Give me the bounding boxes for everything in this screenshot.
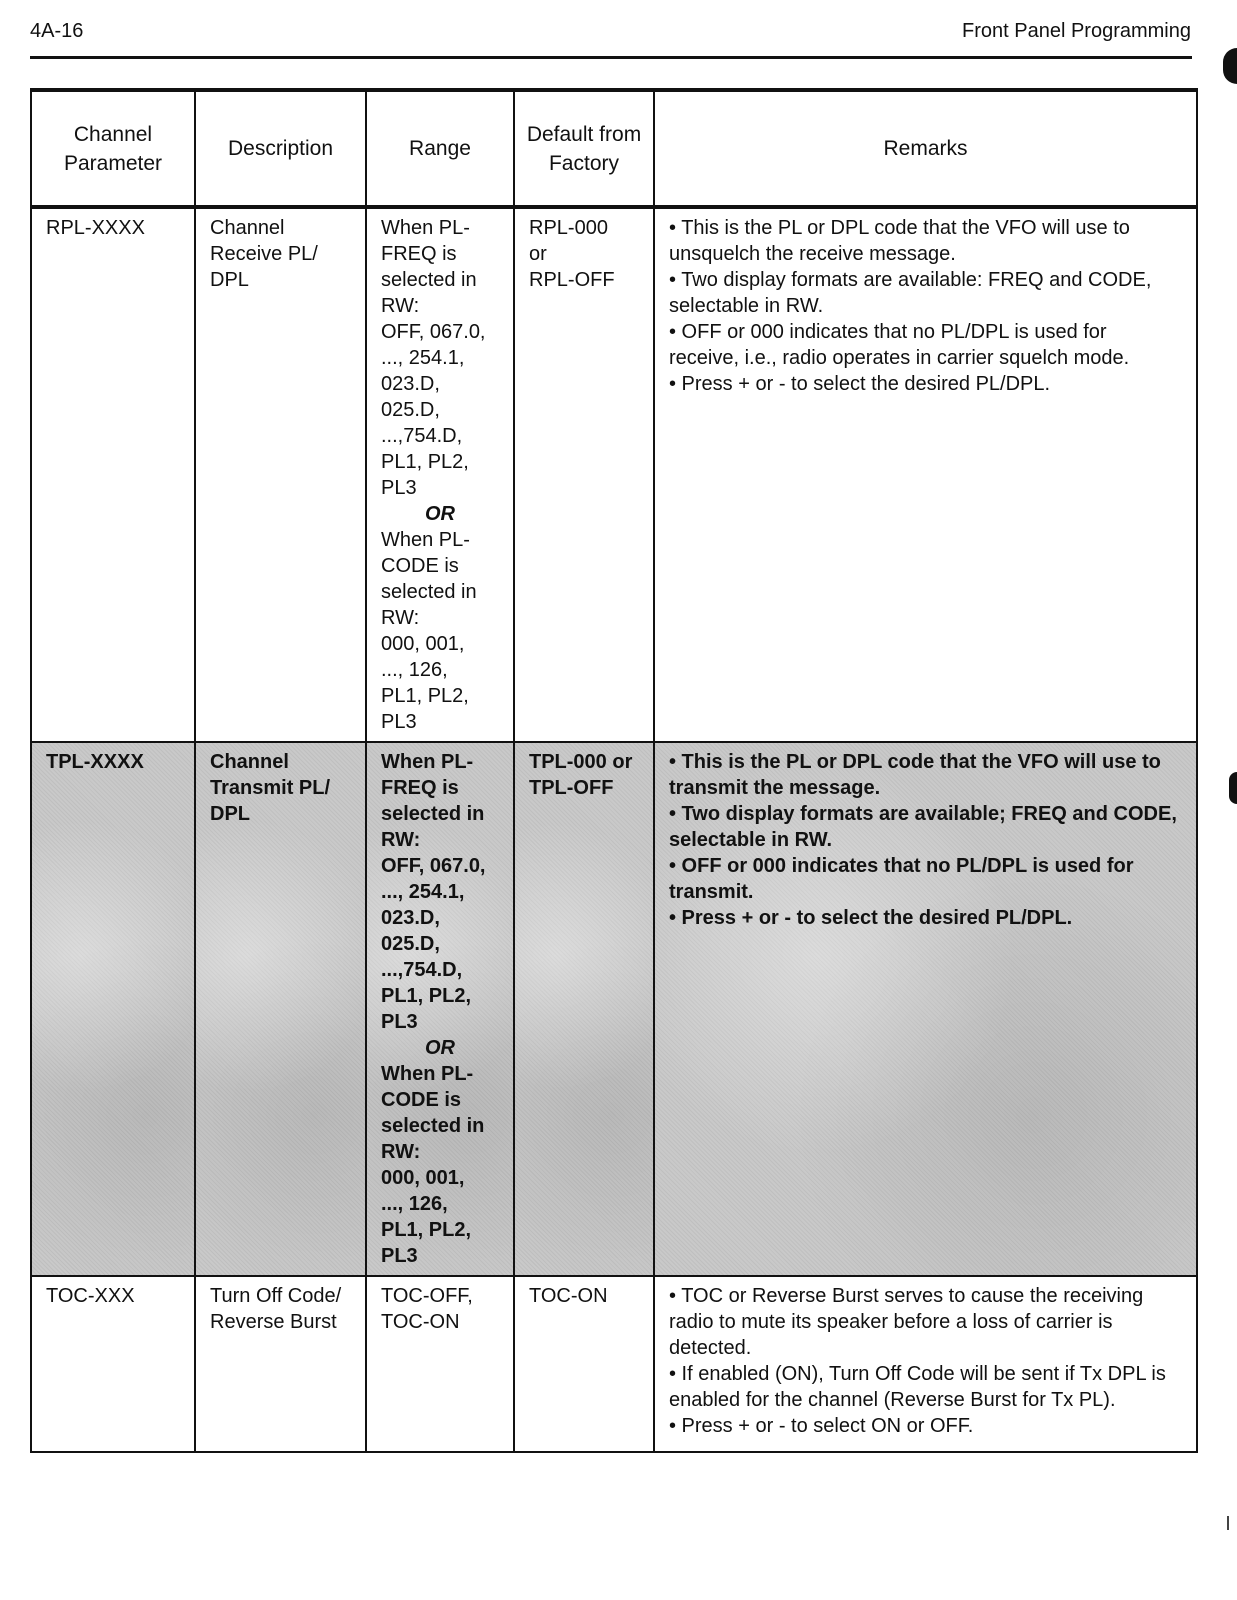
table-row [31,1276,1197,1452]
header-default-from-factory: Default from Factory [514,90,654,207]
or-separator: OR [425,1037,455,1059]
cell-parameter: RPL-XXXX [31,207,195,742]
table-row [31,207,1197,742]
header-range: Range [366,90,514,207]
cell-range: When PL- FREQ is selected in RW: OFF, 067.0, ..., 254.1, 023.D, 025.D, ...,754.D, PL1, PL2, PL3 OR When PL- CODE is selected in RW: 000, 001, ..., 126, PL1, PL2, PL3 [366,742,514,1276]
thumb-tab-marker [1229,772,1237,804]
table-row [31,742,1197,1276]
header-remarks: Remarks [654,90,1197,207]
cell-remarks: • This is the PL or DPL code that the VFO will use to unsquelch the receive message. • Two display formats are available: FREQ and CODE, selectable in RW. • OFF or 000 indicates that no PL/DPL is used for receive, i.e., radio operates in carrier squelch mode. • Press + or - to select the desired PL/DPL. [654,207,1197,742]
cell-remarks: • This is the PL or DPL code that the VFO will use to transmit the message. • Two display formats are available; FREQ and CODE, selectable in RW. • OFF or 000 indicates that no PL/DPL is used for transmit. • Press + or - to select the desired PL/DPL. [654,742,1197,1276]
or-separator: OR [425,503,455,525]
cell-parameter: TOC-XXX [31,1276,195,1452]
cell-range: When PL- FREQ is selected in RW: OFF, 067.0, ..., 254.1, 023.D, 025.D, ...,754.D, PL1, PL2, PL3 OR When PL- CODE is selected in RW: 000, 001, ..., 126, PL1, PL2, PL3 [366,207,514,742]
edge-mark [1227,1516,1229,1530]
cell-default: TOC-ON [514,1276,654,1452]
cell-parameter: TPL-XXXX [31,742,195,1276]
cell-description: Channel Receive PL/ DPL [195,207,366,742]
cell-description: Channel Transmit PL/ DPL [195,742,366,1276]
section-title: Front Panel Programming [962,20,1191,42]
channel-parameter-table [30,88,1198,1453]
cell-description: Turn Off Code/ Reverse Burst [195,1276,366,1452]
thumb-tab-marker [1223,48,1237,84]
cell-range: TOC-OFF, TOC-ON [366,1276,514,1452]
page-number: 4A-16 [30,20,84,42]
header-description: Description [195,90,366,207]
cell-default: RPL-000 or RPL-OFF [514,207,654,742]
table-header-row [31,90,1197,207]
cell-remarks: • TOC or Reverse Burst serves to cause the receiving radio to mute its speaker before a loss of carrier is detected. • If enabled (ON), Turn Off Code will be sent if Tx DPL is enabled for the channel (Reverse Burst for Tx PL). • Press + or - to select ON or OFF. [654,1276,1197,1452]
cell-default: TPL-000 or TPL-OFF [514,742,654,1276]
header-rule [30,56,1192,59]
header-channel-parameter: Channel Parameter [31,90,195,207]
